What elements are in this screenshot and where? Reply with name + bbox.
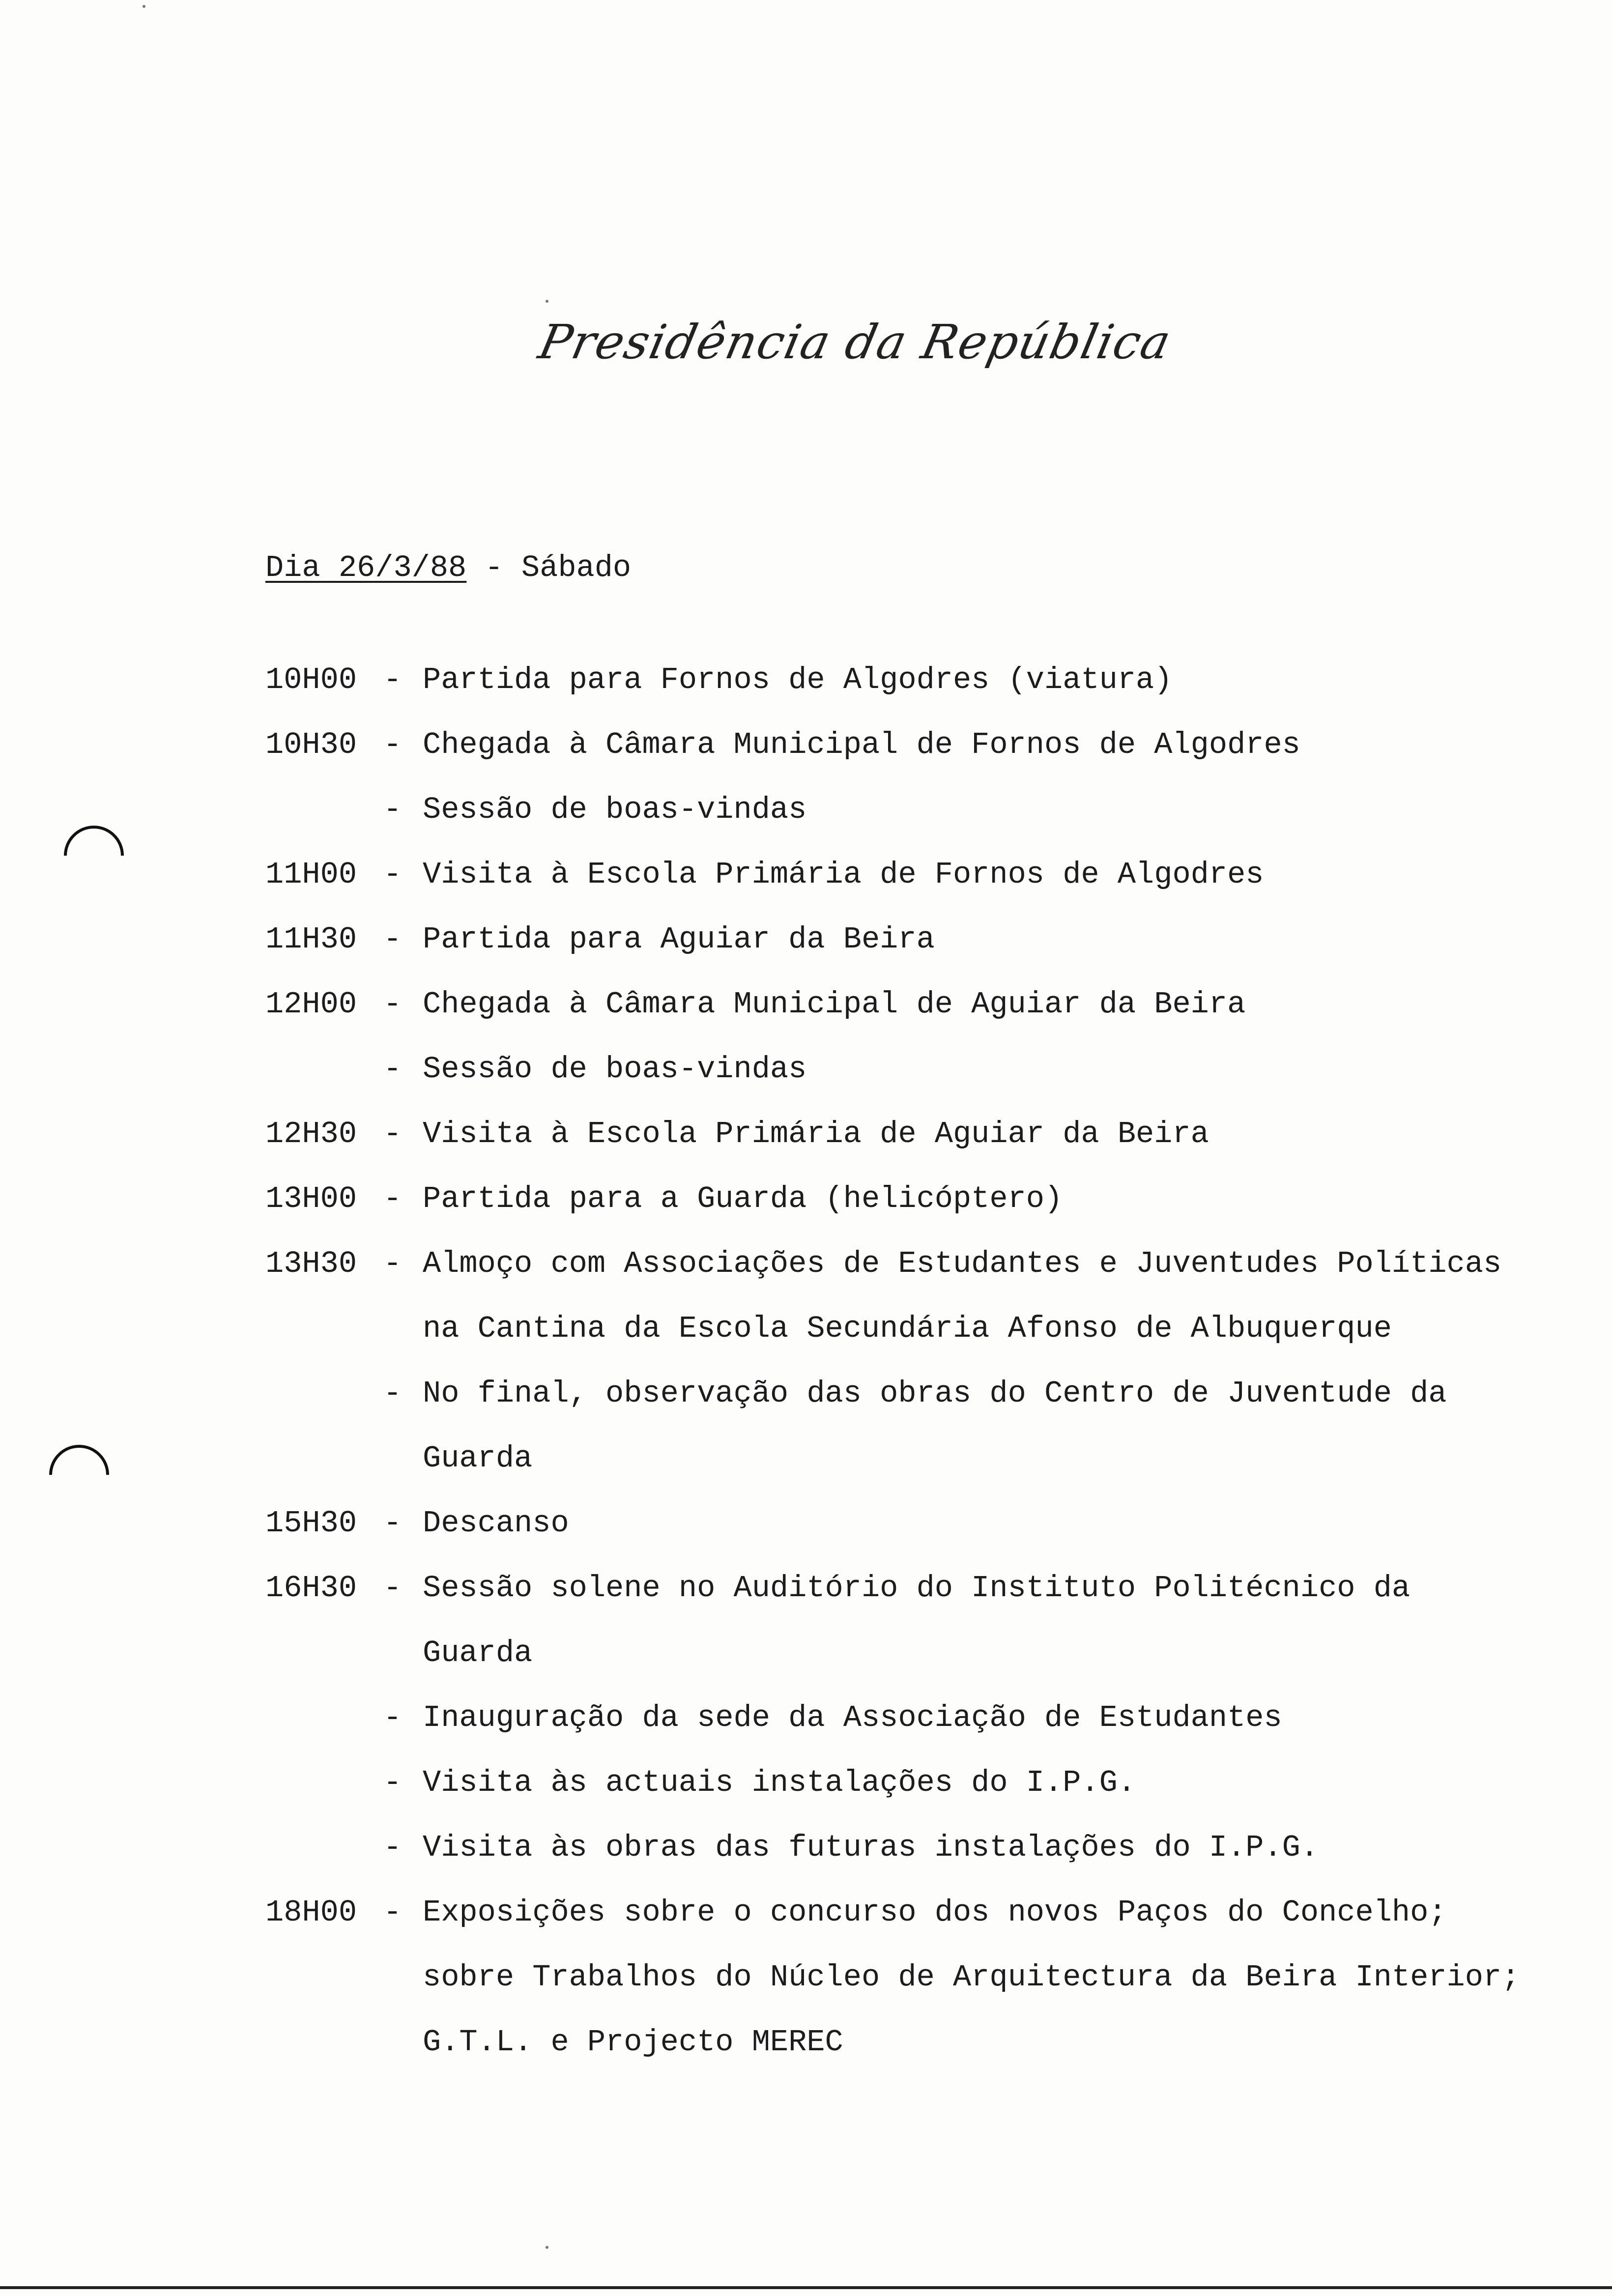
date-separator: - [466,550,521,585]
schedule-dash: - [383,987,402,1022]
schedule-dash: - [383,1506,402,1541]
schedule-row [265,1102,1602,1167]
punch-hole-mark [52,813,137,898]
schedule-dash: - [383,1895,402,1930]
letterhead-title: Presidência da República [534,315,1177,370]
schedule-time: 12H00 [265,987,357,1022]
schedule-text: Sessão de boas-vindas [423,1052,807,1087]
schedule-dash: - [383,792,402,827]
schedule-dash: - [383,1571,402,1606]
schedule-text: G.T.L. e Projecto MEREC [423,2025,843,2060]
schedule-row [265,1167,1602,1232]
schedule-text: Chegada à Câmara Municipal de Aguiar da Beira [423,987,1246,1022]
schedule-row [265,1037,1602,1102]
schedule-text: Chegada à Câmara Municipal de Fornos de Algodres [423,727,1300,762]
schedule-list [265,648,1602,2075]
schedule-row [265,1686,1602,1751]
schedule-row [265,777,1602,842]
schedule-row [265,713,1602,777]
schedule-text: Visita às actuais instalações do I.P.G. [423,1765,1136,1800]
punch-hole-mark [37,1433,122,1518]
schedule-row [265,1361,1602,1426]
schedule-row [265,1621,1602,1686]
schedule-dash: - [383,727,402,762]
schedule-time: 16H30 [265,1571,357,1606]
schedule-text: Exposições sobre o concurso dos novos Paços do Concelho; [423,1895,1447,1930]
schedule-row [265,972,1602,1037]
scan-speck [546,300,548,303]
schedule-time: 11H30 [265,922,357,957]
schedule-dash: - [383,1830,402,1865]
schedule-row [265,1491,1602,1556]
weekday-label: Sábado [521,550,632,585]
schedule-time: 11H00 [265,857,357,892]
schedule-text: Guarda [423,1441,533,1476]
schedule-row [265,1426,1602,1491]
schedule-text: Sessão de boas-vindas [423,792,807,827]
schedule-row [265,1815,1602,1880]
schedule-dash: - [383,1765,402,1800]
scan-speck [143,5,145,8]
date-label: Dia 26/3/88 [265,550,467,585]
schedule-row [265,842,1602,907]
schedule-text: Partida para a Guarda (helicóptero) [423,1181,1063,1216]
schedule-text: Visita às obras das futuras instalações do I.P.G. [423,1830,1319,1865]
schedule-text: Descanso [423,1506,569,1541]
schedule-text: Sessão solene no Auditório do Instituto Politécnico da [423,1571,1410,1606]
schedule-row [265,1232,1602,1296]
schedule-time: 13H30 [265,1246,357,1281]
schedule-text: Visita à Escola Primária de Aguiar da Beira [423,1117,1209,1151]
schedule-time: 12H30 [265,1117,357,1151]
schedule-row [265,1880,1602,1945]
schedule-dash: - [383,1181,402,1216]
schedule-dash: - [383,857,402,892]
schedule-text: No final, observação das obras do Centro de Juventude da [423,1376,1447,1411]
schedule-time: 18H00 [265,1895,357,1930]
schedule-text: Guarda [423,1636,533,1670]
schedule-text: Inauguração da sede da Associação de Estudantes [423,1700,1282,1735]
schedule-row [265,1751,1602,1815]
schedule-text: Partida para Aguiar da Beira [423,922,935,957]
schedule-time: 10H00 [265,662,357,697]
bottom-scan-edge [0,2286,1612,2289]
schedule-text: Visita à Escola Primária de Fornos de Algodres [423,857,1264,892]
schedule-text: Almoço com Associações de Estudantes e Juventudes Políticas [423,1246,1502,1281]
schedule-row [265,1556,1602,1621]
schedule-dash: - [383,1052,402,1087]
schedule-dash: - [383,1117,402,1151]
schedule-time: 13H00 [265,1181,357,1216]
schedule-text: na Cantina da Escola Secundária Afonso de Albuquerque [423,1311,1392,1346]
schedule-dash: - [383,922,402,957]
schedule-dash: - [383,1376,402,1411]
schedule-text: Partida para Fornos de Algodres (viatura) [423,662,1173,697]
schedule-dash: - [383,1246,402,1281]
schedule-row [265,1296,1602,1361]
schedule-row [265,648,1602,713]
schedule-row [265,2010,1602,2075]
schedule-dash: - [383,1700,402,1735]
schedule-time: 15H30 [265,1506,357,1541]
schedule-dash: - [383,662,402,697]
scan-speck [546,2246,548,2249]
schedule-row [265,907,1602,972]
schedule-time: 10H30 [265,727,357,762]
schedule-text: sobre Trabalhos do Núcleo de Arquitectura da Beira Interior; [423,1960,1520,1995]
date-heading [265,550,631,585]
schedule-row [265,1945,1602,2010]
